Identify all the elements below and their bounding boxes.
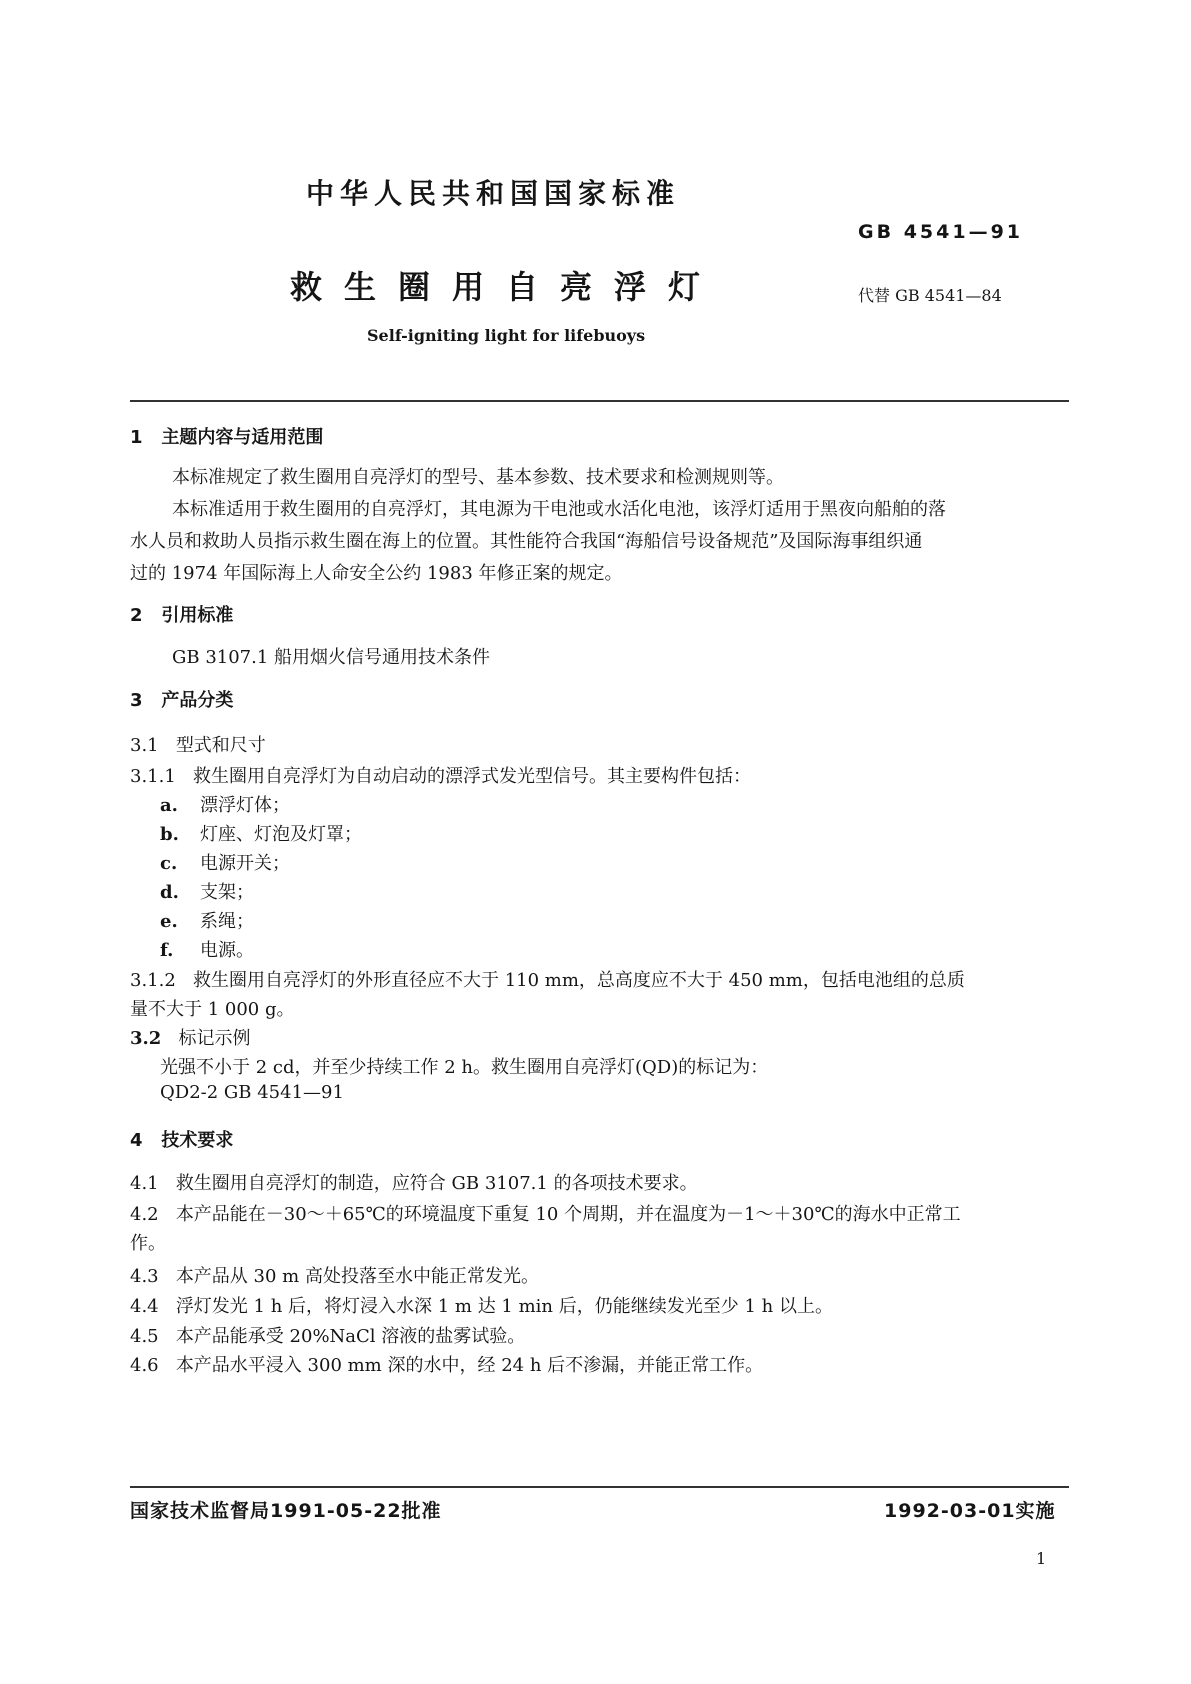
clause-text: 作。 — [130, 1233, 166, 1254]
section-2-heading — [130, 601, 233, 627]
header-divider — [130, 400, 1069, 402]
list-item — [160, 791, 290, 817]
subsection-3-2 — [130, 1024, 251, 1050]
standard-number: GB 4541—91 — [858, 221, 1024, 243]
subsection-3-1-1 — [130, 762, 751, 788]
footer-divider — [130, 1486, 1069, 1488]
clause-4-3 — [130, 1262, 539, 1288]
paragraph: 过的 1974 年国际海上人命安全公约 1983 年修正案的规定。 — [130, 563, 623, 584]
clause-text: 本产品能在－30～＋65℃的环境温度下重复 10 个周期，并在温度为－1～＋30℃的海水中正常工 — [175, 1204, 961, 1225]
replaces-note: 代替 GB 4541—84 — [858, 286, 1002, 305]
clause-continuation: 量不大于 1 000 g。 — [130, 999, 295, 1020]
reference-standard: GB 3107.1 船用烟火信号通用技术条件 — [172, 647, 491, 668]
clause-number: 4.2 — [130, 1204, 159, 1225]
section-number: 3 — [130, 690, 143, 711]
clause-text: 本产品水平浸入 300 mm 深的水中，经 24 h 后不渗漏，并能正常工作。 — [175, 1355, 764, 1376]
clause-4-1 — [130, 1169, 698, 1195]
clause-number: 3.1.2 — [130, 970, 176, 991]
clause-number: 4.5 — [130, 1326, 159, 1347]
list-item — [160, 820, 362, 846]
clause-continuation — [130, 1229, 166, 1255]
section-title: 引用标准 — [161, 605, 234, 626]
list-text: 电源。 — [200, 940, 254, 961]
section-number: 1 — [130, 427, 143, 448]
paragraph: 本标准适用于救生圈用的自亮浮灯，其电源为干电池或水活化电池，该浮灯适用于黑夜向船舶的落 — [172, 499, 946, 520]
list-label: b. — [160, 824, 179, 845]
section-number: 4 — [130, 1130, 143, 1151]
list-item — [160, 878, 254, 904]
section-title: 产品分类 — [161, 690, 234, 711]
clause-4-2 — [130, 1200, 961, 1226]
list-label: a. — [160, 795, 178, 816]
clause-number: 4.6 — [130, 1355, 159, 1376]
list-item — [160, 936, 254, 962]
list-label: d. — [160, 882, 179, 903]
clause-text: 本产品能承受 20%NaCl 溶液的盐雾试验。 — [175, 1326, 526, 1347]
list-label: c. — [160, 853, 178, 874]
section-3-heading — [130, 686, 233, 712]
paragraph: 本标准规定了救生圈用自亮浮灯的型号、基本参数、技术要求和检测规则等。 — [172, 467, 784, 488]
list-label: f. — [160, 940, 174, 961]
marking-example-code: QD2-2 GB 4541—91 — [160, 1082, 344, 1103]
clause-number: 3.2 — [130, 1028, 162, 1049]
clause-text: 救生圈用自亮浮灯为自动启动的漂浮式发光型信号。其主要构件包括： — [192, 766, 751, 787]
list-item — [160, 907, 254, 933]
section-4-heading — [130, 1126, 233, 1152]
list-text: 系绳； — [200, 911, 254, 932]
section-title: 技术要求 — [161, 1130, 234, 1151]
document-title: 救生圈用自亮浮灯 — [290, 268, 723, 306]
section-title: 主题内容与适用范围 — [161, 427, 324, 448]
section-1-heading — [130, 423, 323, 449]
org-title: 中华人民共和国国家标准 — [306, 177, 681, 210]
clause-text: 救生圈用自亮浮灯的制造，应符合 GB 3107.1 的各项技术要求。 — [175, 1173, 698, 1194]
paragraph: 水人员和救助人员指示救生圈在海上的位置。其性能符合我国“海船信号设备规范”及国际海事组织通 — [130, 531, 923, 552]
clause-4-5 — [130, 1322, 525, 1348]
list-text: 灯座、灯泡及灯罩； — [200, 824, 362, 845]
subsection-3-1 — [130, 731, 266, 757]
clause-text: 救生圈用自亮浮灯的外形直径应不大于 110 mm，总高度应不大于 450 mm，包括电池组的总质 — [192, 970, 965, 991]
list-text: 电源开关； — [200, 853, 290, 874]
clause-number: 4.1 — [130, 1173, 159, 1194]
list-item — [160, 849, 290, 875]
english-title: Self-igniting light for lifebuoys — [367, 326, 646, 345]
subsection-3-1-2 — [130, 966, 965, 992]
clause-number: 3.1.1 — [130, 766, 176, 787]
clause-4-6 — [130, 1351, 763, 1377]
section-number: 2 — [130, 605, 143, 626]
approval-date: 国家技术监督局1991-05-22批准 — [130, 1500, 442, 1522]
clause-text: 本产品从 30 m 高处投落至水中能正常发光。 — [175, 1266, 539, 1287]
clause-number: 4.3 — [130, 1266, 159, 1287]
clause-text: 标记示例 — [178, 1028, 251, 1049]
list-text: 支架； — [200, 882, 254, 903]
clause-number: 4.4 — [130, 1296, 159, 1317]
effective-date: 1992-03-01实施 — [884, 1500, 1056, 1522]
list-text: 漂浮灯体； — [200, 795, 290, 816]
marking-example-text: 光强不小于 2 cd，并至少持续工作 2 h。救生圈用自亮浮灯(QD)的标记为： — [160, 1057, 769, 1078]
clause-4-4 — [130, 1292, 833, 1318]
clause-number: 3.1 — [130, 735, 159, 756]
page-number: 1 — [1036, 1549, 1047, 1568]
clause-text: 型式和尺寸 — [175, 735, 266, 756]
list-label: e. — [160, 911, 178, 932]
clause-text: 浮灯发光 1 h 后，将灯浸入水深 1 m 达 1 min 后，仍能继续发光至少 1 h 以上。 — [175, 1296, 833, 1317]
